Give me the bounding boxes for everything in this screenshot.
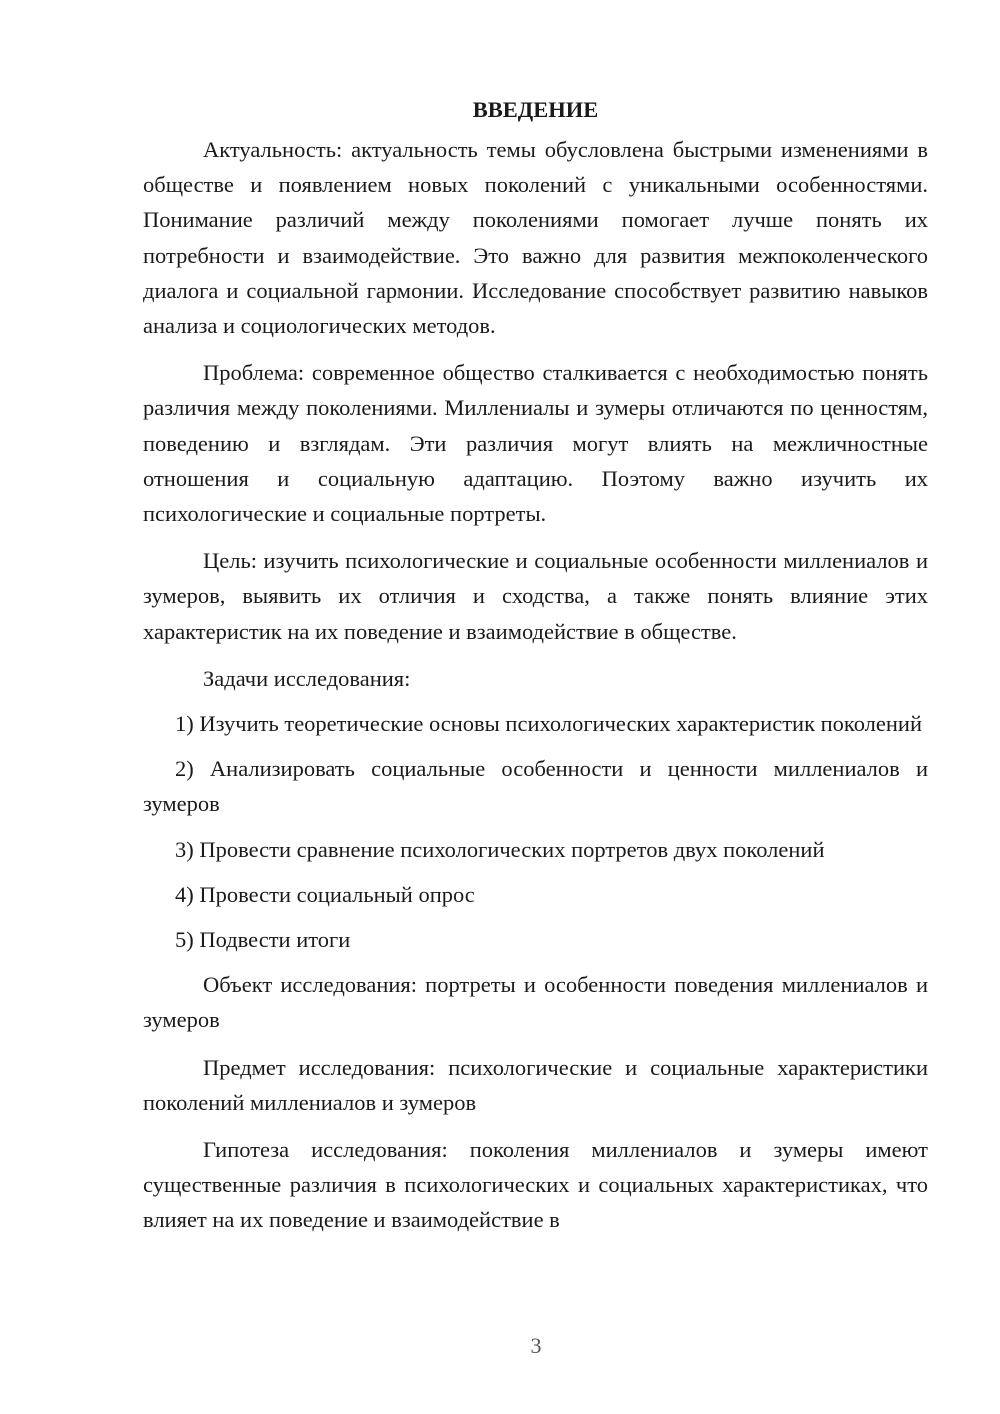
task-item-2: 2) Анализировать социальные особенности и ценности миллениалов и зумеров (143, 756, 928, 817)
section-title: ВВЕДЕНИЕ (472, 97, 599, 122)
paragraph-problem: Проблема: современное общество сталкивается с необходимостью понять различия между поколениями. Миллениалы и зумеры отличаются по ценностям, поведению и взглядам. Эти различия могут влиять на межличностные отношения и социальную адаптацию. Поэтому важно изучить их психологические и социальные портреты. (143, 360, 928, 527)
task-item-1: 1) Изучить теоретические основы психологических характеристик поколений (175, 711, 922, 737)
paragraph-subject: Предмет исследования: психологические и социальные характеристики поколений миллениалов и зумеров (143, 1054, 928, 1115)
paragraph-hypothesis: Гипотеза исследования: поколения миллениалов и зумеры имеют существенные различия в психологических и социальных характеристиках, что влияет на их поведение и взаимодействие в (143, 1137, 928, 1233)
paragraph-relevance: Актуальность: актуальность темы обусловлена быстрыми изменениями в обществе и появлением новых поколений с уникальными особенностями. Понимание различий между поколениями помогает лучше понять их потребности и взаимодействие. Это важно для развития межпоколенческого диалога и социальной гармонии. Исследование способствует развитию навыков анализа и социологических методов. (143, 137, 928, 339)
page-number: 3 (530, 1333, 542, 1358)
paragraph-object: Объект исследования: портреты и особенности поведения миллениалов и зумеров (143, 972, 928, 1033)
task-item-5: 5) Подвести итоги (175, 927, 351, 953)
paragraph-goal: Цель: изучить психологические и социальные особенности миллениалов и зумеров, выявить их отличия и сходства, а также понять влияние этих характеристик на их поведение и взаимодействие в обществе. (143, 548, 928, 644)
tasks-heading: Задачи исследования: (203, 665, 411, 691)
task-item-3: 3) Провести сравнение психологических портретов двух поколений (175, 836, 825, 862)
page-content (143, 92, 928, 1250)
task-item-4: 4) Провести социальный опрос (175, 881, 475, 907)
